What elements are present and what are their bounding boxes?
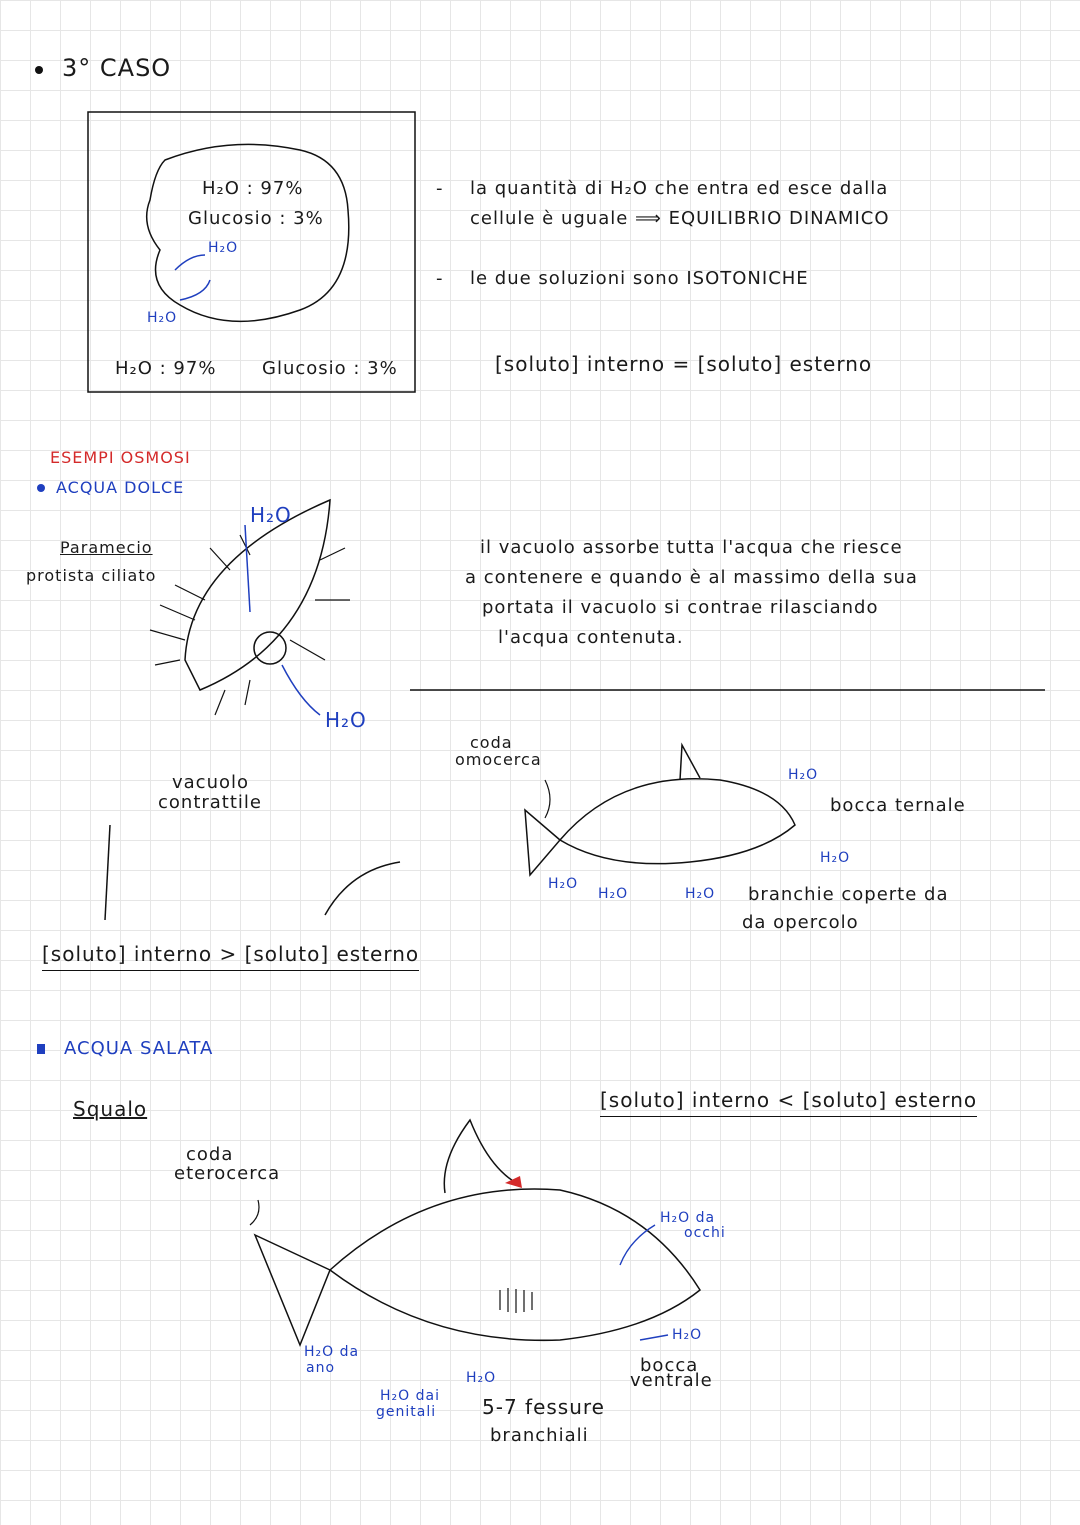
water-out-arrow	[180, 280, 210, 300]
contractile-vacuole	[254, 632, 286, 664]
paramecium-water-in-label: H₂O	[250, 503, 292, 527]
shark-tail-label-2: eterocerca	[174, 1163, 281, 1184]
paramecium-water-out	[282, 665, 320, 715]
fish-gills-label-2: da opercolo	[742, 912, 859, 933]
shark-gill-water-label: H₂O	[466, 1370, 497, 1386]
cilia	[150, 535, 350, 715]
shark-mouth-label-1: bocca	[640, 1355, 699, 1376]
cell-membrane	[147, 144, 349, 321]
shark-body	[330, 1189, 700, 1340]
fish-tail-pointer	[545, 780, 550, 818]
shark-mouth-label-2: ventrale	[630, 1370, 713, 1391]
fish-gills-label-1: branchie coperte da	[748, 884, 949, 905]
fish-tail-label-2: omocerca	[455, 750, 542, 769]
fish-water-label: H₂O	[548, 876, 579, 892]
fish-tail	[525, 810, 560, 875]
paramecium-body	[185, 500, 330, 690]
dash: -	[436, 268, 444, 289]
note-line-2: le due soluzioni sono ISOTONICHE	[470, 268, 809, 289]
dash: -	[436, 178, 444, 199]
fish-water-label: H₂O	[788, 767, 819, 783]
cell-inside-water: H₂O : 97%	[202, 178, 304, 199]
shark-mouth-water	[640, 1335, 668, 1340]
shark-eye-water	[620, 1225, 655, 1265]
fish-water-label: H₂O	[598, 886, 629, 902]
cell-outside-water: H₂O : 97%	[115, 358, 217, 379]
bullet	[37, 1044, 45, 1054]
shark-eye-water-label-2: occhi	[684, 1225, 726, 1241]
shark-gills	[500, 1288, 532, 1313]
equation-isotonic: [soluto] interno = [soluto] esterno	[495, 352, 873, 376]
shark-anus-water-label-2: ano	[306, 1360, 336, 1376]
shark-genitals-water-label-1: H₂O dai	[380, 1388, 440, 1404]
shark-tail-pointer	[250, 1200, 259, 1225]
saltwater-label: ACQUA SALATA	[64, 1038, 214, 1059]
vacuole-label-1: vacuolo	[172, 772, 250, 793]
gill-slits-label-2: branchiali	[490, 1425, 589, 1446]
shark-tail-label-1: coda	[186, 1144, 234, 1165]
cell-water-out-label: H₂O	[147, 310, 178, 326]
shark-anus-water-label-1: H₂O da	[304, 1344, 360, 1360]
note-line-1b: cellule è uguale ⟹ EQUILIBRIO DINAMICO	[470, 208, 890, 229]
cell-inside-glucose: Glucosio : 3%	[188, 208, 324, 229]
examples-heading: ESEMPI OSMOSI	[50, 448, 191, 467]
fish-tail-label-1: coda	[470, 733, 513, 752]
explanation-3: portata il vacuolo si contrae rilasciando	[482, 597, 879, 618]
note-line-1a: la quantità di H₂O che entra ed esce dalla	[470, 178, 889, 199]
explanation-2: a contenere e quando è al massimo della sua	[465, 567, 918, 588]
fish-body	[560, 779, 795, 864]
fish-dorsal-fin	[680, 745, 700, 780]
freshwater-label: ACQUA DOLCE	[56, 478, 185, 497]
bullet	[37, 484, 45, 492]
shark-name: Squalo	[73, 1097, 148, 1121]
arrow-right	[325, 862, 400, 915]
water-in-arrow	[175, 255, 205, 270]
cell-box-frame	[88, 112, 415, 392]
equation-freshwater: [soluto] interno > [soluto] esterno	[42, 942, 419, 971]
cell-water-in-label: H₂O	[208, 240, 239, 256]
fish-water-label: H₂O	[685, 886, 716, 902]
fish-water-label: H₂O	[820, 850, 851, 866]
paramecium-water-in	[245, 525, 250, 612]
gill-slits-label-1: 5-7 fessure	[482, 1395, 605, 1419]
explanation-4: l'acqua contenuta.	[498, 627, 684, 648]
equation-saltwater: [soluto] interno < [soluto] esterno	[600, 1088, 977, 1117]
explanation-1: il vacuolo assorbe tutta l'acqua che riesce	[480, 537, 903, 558]
shark-genitals-water-label-2: genitali	[376, 1404, 437, 1420]
shark-eye-water-label-1: H₂O da	[660, 1210, 716, 1226]
paramecium-name: Paramecio	[60, 538, 153, 557]
paramecium-desc: protista ciliato	[26, 566, 157, 585]
paramecium-water-out-label: H₂O	[325, 708, 367, 732]
cell-outside-glucose: Glucosio : 3%	[262, 358, 398, 379]
arrow-up	[105, 825, 110, 920]
bullet	[35, 66, 43, 74]
fish-mouth-label: bocca ternale	[830, 795, 966, 816]
case-title: 3° CASO	[62, 54, 172, 82]
shark-mouth-water-label: H₂O	[672, 1327, 703, 1343]
vacuole-label-2: contrattile	[158, 792, 262, 813]
shark-tail	[255, 1235, 330, 1345]
